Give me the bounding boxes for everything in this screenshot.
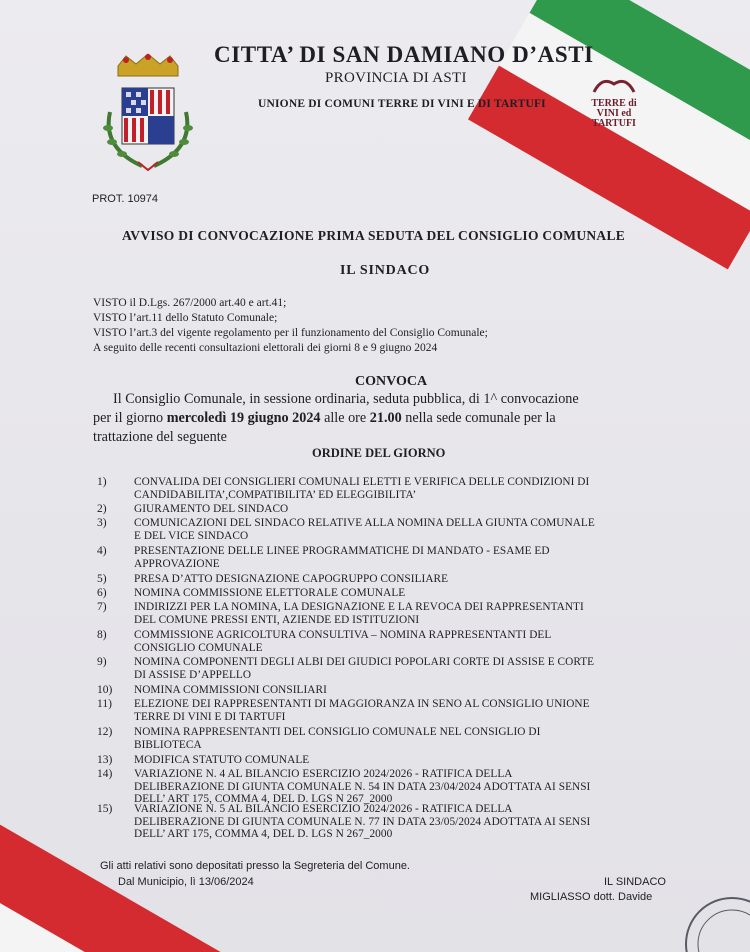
- body-line-1: Il Consiglio Comunale, in sessione ordinaria, seduta pubblica, di 1^ convocazione: [113, 391, 579, 407]
- body-line-3: trattazione del seguente: [93, 429, 227, 445]
- agenda-number: 12): [97, 726, 113, 738]
- convoca-heading: CONVOCA: [355, 374, 428, 389]
- agenda-title: ORDINE DEL GIORNO: [312, 446, 446, 460]
- meeting-date: mercoledì 19 giugno 2024: [166, 410, 321, 426]
- flag-stripe-top-right: [470, 0, 750, 266]
- agenda-item-line: DELIBERAZIONE DI GIUNTA COMUNALE N. 54 IN DATA 23/04/2024 ADOTTATA AI SENSI: [134, 780, 591, 793]
- agenda-item-line: DEL COMUNE PRESSI ENTI, AZIENDE ED ISTITUZIONI: [134, 613, 420, 626]
- province-name: PROVINCIA DI ASTI: [325, 70, 467, 86]
- issue-date: Dal Municipio, lì 13/06/2024: [118, 876, 254, 888]
- agenda-item-line: VARIAZIONE N. 5 AL BILANCIO ESERCIZIO 2024/2026 - RATIFICA DELLA: [134, 803, 513, 815]
- coat-of-arms-icon: [96, 52, 200, 176]
- agenda-number: 7): [97, 601, 107, 613]
- agenda-item-line: NOMINA COMMISSIONE ELETTORALE COMUNALE: [134, 587, 406, 599]
- agenda-number: 14): [97, 768, 113, 780]
- seal-stamp-icon: [672, 886, 750, 952]
- visto-line: VISTO il D.Lgs. 267/2000 art.40 e art.41;: [93, 297, 287, 309]
- visto-line: VISTO l’art.11 dello Statuto Comunale;: [93, 312, 278, 324]
- agenda-number: 2): [97, 503, 107, 515]
- visto-line: A seguito delle recenti consultazioni elettorali dei giorni 8 e 9 giugno 2024: [93, 342, 438, 354]
- agenda-item-line: TERRE DI VINI E DI TARTUFI: [134, 710, 286, 723]
- agenda-item-line: VARIAZIONE N. 4 AL BILANCIO ESERCIZIO 2024/2026 - RATIFICA DELLA: [134, 768, 513, 780]
- agenda-item-line: NOMINA COMMISSIONI CONSILIARI: [134, 684, 327, 696]
- agenda-item-line: CONSIGLIO COMUNALE: [134, 641, 263, 654]
- agenda-number: 3): [97, 517, 107, 529]
- body-text: alle ore: [320, 410, 370, 426]
- agenda-item-line: NOMINA COMPONENTI DEGLI ALBI DEI GIUDICI POPOLARI CORTE DI ASSISE E CORTE: [134, 656, 595, 668]
- agenda-number: 8): [97, 629, 107, 641]
- agenda-item-line: BIBLIOTECA: [134, 738, 202, 751]
- agenda-item-line: CONVALIDA DEI CONSIGLIERI COMUNALI ELETTI E VERIFICA DELLE CONDIZIONI DI: [134, 476, 590, 488]
- terre-vini-logo: [588, 74, 640, 130]
- agenda-item-line: DI ASSISE D’APPELLO: [134, 668, 252, 681]
- agenda-number: 1): [97, 476, 107, 488]
- agenda-item-line: DELIBERAZIONE DI GIUNTA COMUNALE N. 77 IN DATA 23/05/2024 ADOTTATA AI SENSI: [134, 815, 591, 828]
- deposit-note: Gli atti relativi sono depositati presso la Segreteria del Comune.: [100, 860, 410, 872]
- body-text: per il giorno: [93, 410, 167, 426]
- agenda-item-line: INDIRIZZI PER LA NOMINA, LA DESIGNAZIONE E LA REVOCA DEI RAPPRESENTANTI: [134, 601, 584, 613]
- agenda-number: 6): [97, 587, 107, 599]
- agenda-item-line: NOMINA RAPPRESENTANTI DEL CONSIGLIO COMUNALE NEL CONSIGLIO DI: [134, 726, 541, 738]
- agenda-number: 4): [97, 545, 107, 557]
- signer-title: IL SINDACO: [604, 876, 666, 888]
- agenda-item-line: COMUNICAZIONI DEL SINDACO RELATIVE ALLA NOMINA DELLA GIUNTA COMUNALE: [134, 517, 595, 529]
- meeting-time: 21.00: [369, 410, 402, 426]
- agenda-number: 15): [97, 803, 113, 815]
- agenda-item-line: CANDIDABILITA’,COMPATIBILITA’ ED ELEGGIBILITA’: [134, 488, 417, 501]
- agenda-item-line: COMMISSIONE AGRICOLTURA CONSULTIVA – NOMINA RAPPRESENTANTI DEL: [134, 629, 552, 641]
- agenda-item-line: ELEZIONE DEI RAPPRESENTANTI DI MAGGIORANZA IN SENO AL CONSIGLIO UNIONE: [134, 698, 590, 710]
- mayor-heading: IL SINDACO: [340, 263, 431, 278]
- agenda-item-line: MODIFICA STATUTO COMUNALE: [134, 754, 310, 766]
- logo-text: TERRE di VINI ed TARTUFI: [591, 98, 637, 129]
- agenda-item-line: PRESA D’ATTO DESIGNAZIONE CAPOGRUPPO CONSILIARE: [134, 573, 449, 585]
- agenda-item-line: E DEL VICE SINDACO: [134, 529, 249, 542]
- agenda-item-line: GIURAMENTO DEL SINDACO: [134, 503, 289, 515]
- agenda-number: 11): [97, 698, 112, 710]
- agenda-item-line: DELL’ ART 175, COMMA 4, DEL D. LGS N 267_2000: [134, 828, 393, 841]
- agenda-number: 13): [97, 754, 113, 766]
- agenda-item-line: PRESENTAZIONE DELLE LINEE PROGRAMMATICHE DI MANDATO - ESAME ED: [134, 545, 550, 557]
- notice-title: AVVISO DI CONVOCAZIONE PRIMA SEDUTA DEL CONSIGLIO COMUNALE: [122, 228, 626, 243]
- union-name: UNIONE DI COMUNI TERRE DI VINI E DI TARTUFI: [258, 98, 546, 110]
- agenda-number: 9): [97, 656, 107, 668]
- agenda-item-line: APPROVAZIONE: [134, 557, 220, 570]
- signer-name: MIGLIASSO dott. Davide: [530, 891, 653, 903]
- agenda-number: 10): [97, 684, 113, 696]
- visto-line: VISTO l’art.3 del vigente regolamento per il funzionamento del Consiglio Comunale;: [93, 327, 488, 339]
- municipality-title: CITTA’ DI SAN DAMIANO D’ASTI: [214, 42, 594, 67]
- protocol-number: PROT. 10974: [92, 193, 159, 205]
- agenda-item-line: DELL’ ART 175, COMMA 4, DEL D. LGS N 267_2000: [134, 793, 393, 806]
- agenda-number: 5): [97, 573, 107, 585]
- body-line-2: [93, 410, 556, 427]
- body-text: nella sede comunale per la: [401, 410, 556, 426]
- wine-glass-icon: [588, 74, 640, 94]
